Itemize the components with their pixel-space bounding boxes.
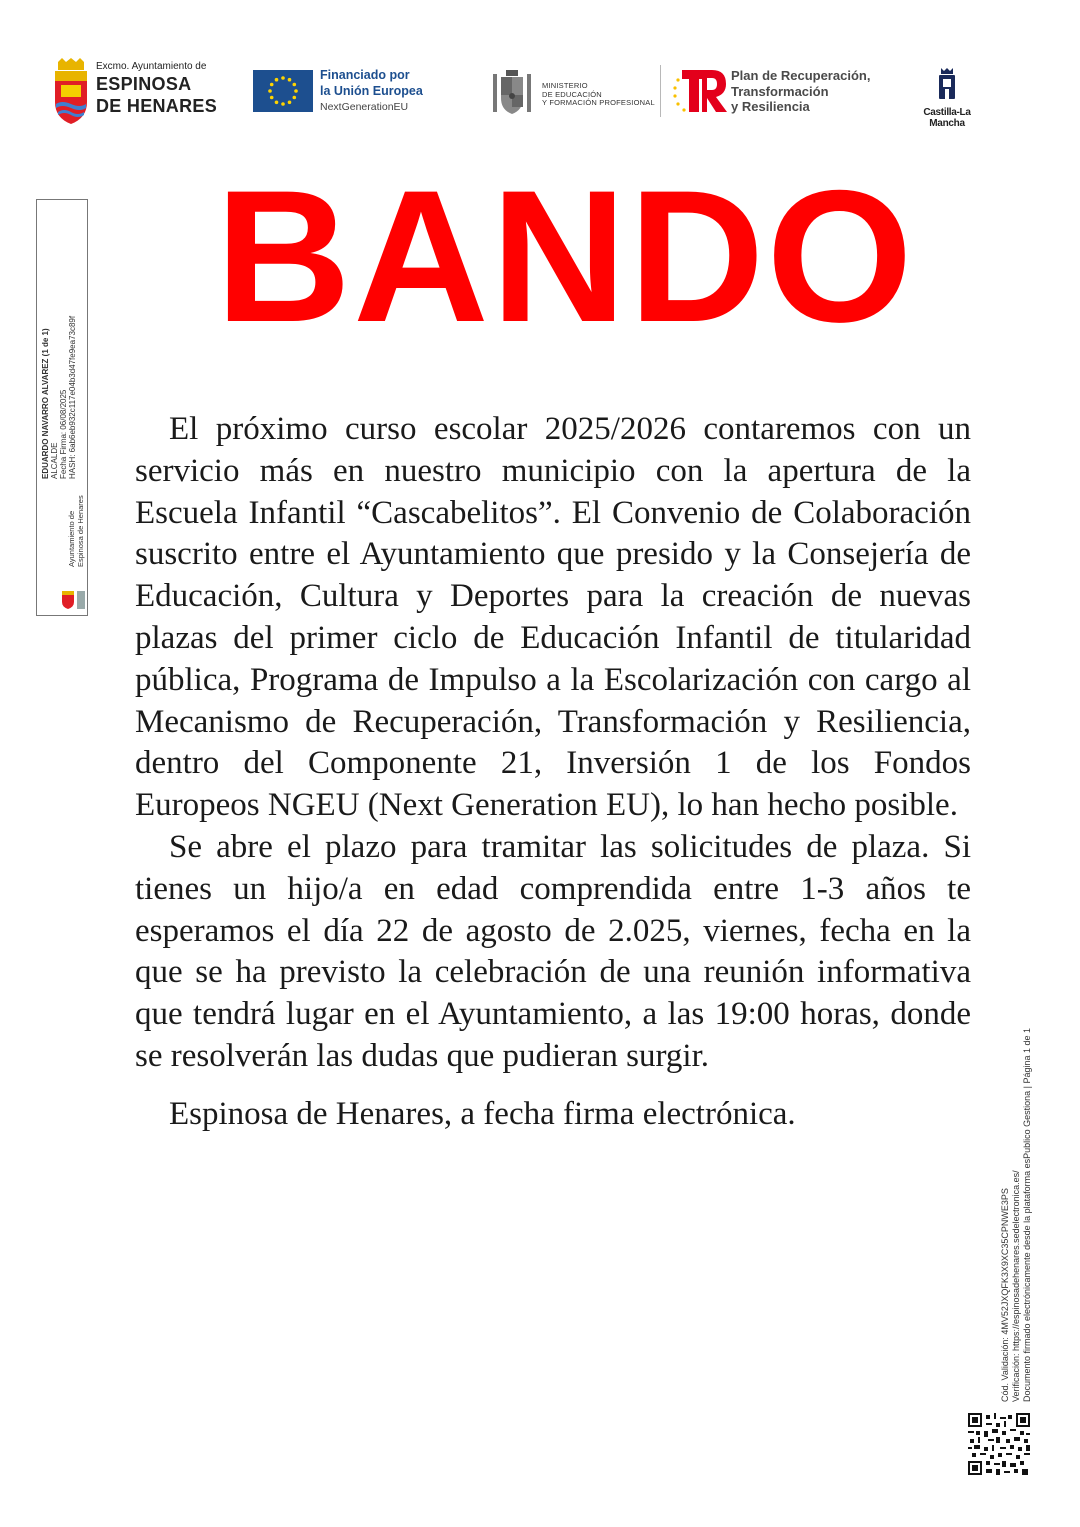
ministry-label: [542, 82, 655, 108]
eu-funding-label: [320, 67, 423, 115]
ministry-line1: MINISTERIO: [542, 81, 588, 90]
ayuntamiento-small-label: Excmo. Ayuntamiento de: [96, 61, 207, 72]
signer-name: EDUARDO NAVARRO ALVAREZ (1 de 1): [41, 328, 50, 479]
eu-line2: la Unión Europea: [320, 84, 423, 98]
mini-seal-icon: [77, 591, 85, 609]
entity-line1: Ayuntamiento de: [67, 510, 76, 567]
espinosa-coat-of-arms-logo: [52, 58, 90, 124]
ayuntamiento-logo-text: [96, 61, 217, 117]
ministry-line2: DE EDUCACIÓN: [542, 89, 602, 99]
prtr-logo: [672, 66, 728, 116]
eu-line1: Financiado por: [320, 68, 410, 82]
paragraph-1: El próximo curso escolar 2025/2026 contaremos con un servicio más en nuestro municipio con la apertura de la Escuela Infantil “Cascabelitos”. El Convenio de Colaboración suscrito entre el Ayuntamiento que presido y la Consejería de Educación, Cultura y Deportes para la creación de nuevas plazas del primer ciclo de Educación Infantil de titularidad pública, Programa de Impulso a la Escolarización con cargo al Mecanismo de Recuperación, Transformación y Resiliencia, dentro del Componente 21, Inversión 1 de los Fondos Europeos NGEU (Next Generation EU), lo han hecho posible.: [135, 411, 971, 824]
paragraph-2: Se abre el plazo para tramitar las solicitudes de plaza. Si tienes un hijo/a en edad comprendida entre 1-3 años te esperamos el día 22 de agosto de 2.025, viernes, fecha en la que se ha previsto la celebración de una reunión informativa que tendrá lugar en el Ayuntamiento, a las 19:00 horas, donde se resolverán las dudas que pudieran surgir.: [135, 828, 971, 1074]
signature-entity: [67, 495, 85, 567]
prtr-line1: Plan de Recuperación,: [731, 68, 871, 83]
entity-line2: Espinosa de Henares: [76, 495, 85, 567]
header-divider: [660, 65, 661, 117]
prtr-label: [731, 68, 870, 115]
validation-code: Cód. Validación: 4MV52JXQFK3X9XC35CPNWE3PS: [1000, 1188, 1010, 1402]
validation-text: [1000, 1028, 1033, 1402]
validation-signed: Documento firmado electrónicamente desde la plataforma esPublico Gestiona | Página 1 de 1: [1022, 1027, 1032, 1402]
page-title: BANDO: [215, 151, 915, 361]
castilla-la-mancha-emblem-icon: [935, 66, 959, 106]
validation-url: Verificación: https://espinosadehenares.sedelectronica.es/: [1011, 1170, 1021, 1402]
prtr-line2: Transformación: [731, 83, 829, 99]
ayuntamiento-name-line1: ESPINOSA: [96, 74, 192, 94]
closing-line: Espinosa de Henares, a fecha firma electrónica.: [169, 1095, 796, 1132]
mini-coat-of-arms-icon: [61, 591, 75, 609]
clm-label: Castilla-La Mancha: [923, 107, 971, 129]
prtr-line3: y Resiliencia: [731, 99, 810, 114]
signature-date: Fecha Firma: 06/08/2025: [59, 389, 68, 479]
spain-coat-of-arms-logo: [490, 68, 534, 118]
eu-flag-icon: [253, 70, 313, 112]
ayuntamiento-name-line2: DE HENARES: [96, 96, 218, 116]
bando-body: [135, 409, 971, 1136]
ministry-line3: Y FORMACIÓN PROFESIONAL: [542, 98, 655, 107]
eu-line3: NextGenerationEU: [320, 101, 409, 113]
qr-code-icon: [968, 1413, 1030, 1475]
signature-hash: HASH: 6ab6eb932c117e04b3d47fe9ea73c89f: [68, 315, 77, 479]
signer-role: ALCALDE: [50, 442, 59, 479]
